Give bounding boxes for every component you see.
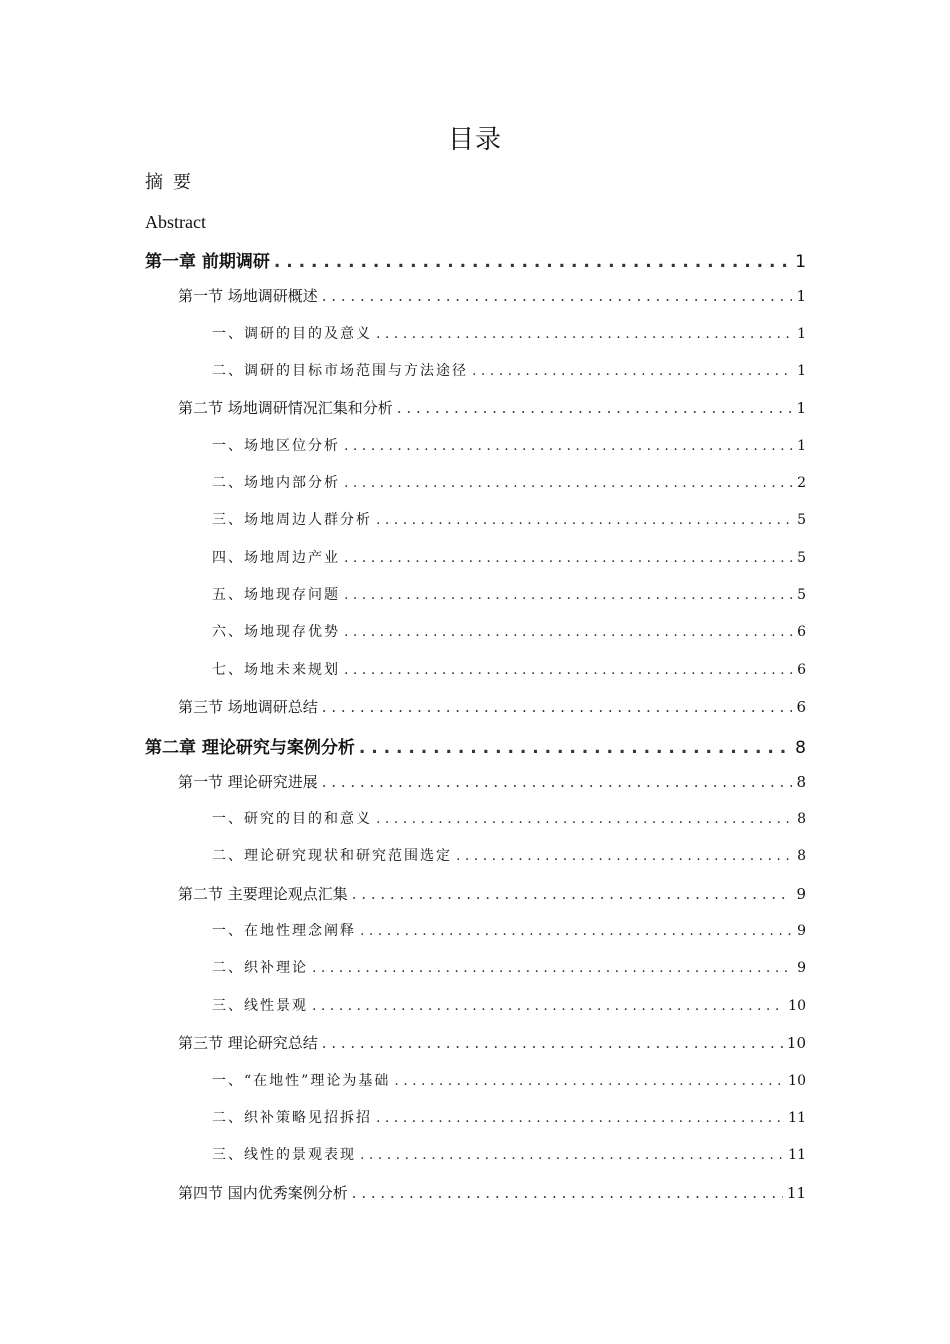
toc-entry-text: 二、织补策略见招拆招 (212, 1110, 372, 1126)
toc-entry-section[interactable] (178, 883, 806, 904)
toc-entry-text: 二、理论研究现状和研究范围选定 (212, 848, 452, 864)
toc-page-number: 8 (796, 773, 806, 791)
toc-entry-text: 第一节 理论研究进展 (178, 773, 318, 791)
toc-page-number: 6 (797, 662, 806, 678)
toc-page-number: 9 (797, 960, 806, 976)
toc-page-number: 10 (788, 998, 806, 1014)
leader-dots (360, 923, 793, 939)
toc-entry-text: 二、调研的目标市场范围与方法途径 (212, 363, 468, 379)
toc-entry-text: 五、场地现存问题 (212, 587, 340, 603)
toc-entry-text: 三、线性景观 (212, 998, 308, 1014)
toc-entry-text: 第一章 前期调研 (145, 252, 270, 272)
toc-entry-text: 第三节 理论研究总结 (178, 1034, 318, 1052)
leader-dots (322, 698, 793, 716)
toc-entry-text: 七、场地未来规划 (212, 662, 340, 678)
leader-dots (344, 662, 793, 678)
toc-entry-subsection[interactable] (212, 547, 806, 567)
toc-entry-subsection[interactable] (212, 435, 806, 455)
leader-dots (359, 738, 791, 758)
toc-page-number: 1 (795, 252, 806, 272)
toc-entry-text: 二、场地内部分析 (212, 475, 340, 491)
leader-dots (352, 885, 793, 903)
toc-entry-text: 二、织补理论 (212, 960, 308, 976)
toc-page-number: 10 (788, 1073, 806, 1089)
leader-dots (312, 960, 793, 976)
leader-dots (344, 624, 793, 640)
toc-page-number: 10 (786, 1034, 806, 1052)
toc-entry-text: 一、场地区位分析 (212, 438, 340, 454)
toc-entry-subsection[interactable] (212, 584, 806, 604)
toc-page-number: 5 (797, 550, 806, 566)
toc-entry-chapter-1[interactable] (145, 247, 806, 272)
leader-dots (312, 998, 784, 1014)
toc-entry-section[interactable] (178, 397, 806, 418)
toc-entry-subsection[interactable] (212, 995, 806, 1015)
leader-dots (394, 1073, 784, 1089)
leader-dots (472, 363, 793, 379)
toc-page-number: 5 (797, 512, 806, 528)
page-title: 目录 (447, 125, 502, 155)
toc-entry-subsection[interactable] (212, 1070, 806, 1090)
leader-dots (344, 550, 793, 566)
toc-entry-text: 第四节 国内优秀案例分析 (178, 1184, 348, 1202)
leader-dots (322, 1034, 783, 1052)
toc-entry-text: 四、场地周边产业 (212, 550, 340, 566)
toc-page-number: 1 (797, 326, 806, 342)
leader-dots (456, 848, 793, 864)
leader-dots (274, 252, 791, 272)
toc-entry-text: 一、“在地性”理论为基础 (212, 1073, 391, 1089)
toc-entry-subsection[interactable] (212, 1107, 806, 1127)
toc-entry-subsection[interactable] (212, 1144, 806, 1164)
toc-entry-subsection[interactable] (212, 509, 806, 529)
toc-entry-subsection[interactable] (212, 659, 806, 679)
toc-page-number: 9 (796, 885, 806, 903)
toc-page-number: 1 (797, 438, 806, 454)
toc-entry-text: 三、线性的景观表现 (212, 1147, 356, 1163)
leader-dots (344, 438, 793, 454)
toc-page-number: 8 (797, 811, 806, 827)
toc-entry-text: 第一节 场地调研概述 (178, 287, 318, 305)
toc-page-number: 8 (797, 848, 806, 864)
toc-page-number: 11 (786, 1184, 806, 1202)
toc-page-number: 11 (788, 1110, 806, 1126)
leader-dots (397, 399, 793, 417)
toc-entry-section[interactable] (178, 1032, 806, 1053)
leader-dots (376, 326, 793, 342)
toc-entry-section[interactable] (178, 771, 806, 792)
toc-entry-subsection[interactable] (212, 621, 806, 641)
leader-dots (360, 1147, 784, 1163)
toc-page-number: 6 (797, 624, 806, 640)
leader-dots (344, 587, 793, 603)
toc-entry-section[interactable] (178, 285, 806, 306)
toc-page-number: 6 (796, 698, 806, 716)
toc-page-number: 5 (797, 587, 806, 603)
toc-entry-subsection[interactable] (212, 957, 806, 977)
toc-page-number: 8 (795, 738, 806, 758)
toc-entry-text: 第二章 理论研究与案例分析 (145, 738, 355, 758)
toc-page-number: 2 (797, 475, 806, 491)
toc-page-number: 11 (788, 1147, 806, 1163)
leader-dots (322, 773, 793, 791)
toc-entry-subsection[interactable] (212, 920, 806, 940)
toc-page-number: 1 (796, 287, 806, 305)
toc-entry-subsection[interactable] (212, 845, 806, 865)
toc-entry-text: 三、场地周边人群分析 (212, 512, 372, 528)
leader-dots (376, 512, 793, 528)
toc-page-number: 9 (797, 923, 806, 939)
toc-entry-chapter-2[interactable] (145, 733, 806, 758)
toc-entry-subsection[interactable] (212, 472, 806, 492)
toc-entry-section[interactable] (178, 696, 806, 717)
toc-entry-text: 六、场地现存优势 (212, 624, 340, 640)
toc-entry-section[interactable] (178, 1182, 806, 1203)
toc-page-number: 1 (797, 363, 806, 379)
toc-entry-subsection[interactable] (212, 808, 806, 828)
abstract-cn-heading[interactable]: 摘要 (145, 172, 201, 193)
toc-entry-text: 第三节 场地调研总结 (178, 698, 318, 716)
toc-page-number: 1 (796, 399, 806, 417)
abstract-en-heading[interactable]: Abstract (145, 212, 206, 232)
leader-dots (376, 1110, 784, 1126)
leader-dots (322, 287, 793, 305)
toc-entry-text: 一、在地性理念阐释 (212, 923, 356, 939)
toc-entry-text: 第二节 场地调研情况汇集和分析 (178, 399, 393, 417)
leader-dots (376, 811, 793, 827)
toc-entry-text: 第二节 主要理论观点汇集 (178, 885, 348, 903)
toc-entry-text: 一、研究的目的和意义 (212, 811, 372, 827)
leader-dots (344, 475, 793, 491)
toc-entry-text: 一、调研的目的及意义 (212, 326, 372, 342)
toc-entry-subsection[interactable] (212, 323, 806, 343)
leader-dots (352, 1184, 783, 1202)
toc-entry-subsection[interactable] (212, 360, 806, 380)
